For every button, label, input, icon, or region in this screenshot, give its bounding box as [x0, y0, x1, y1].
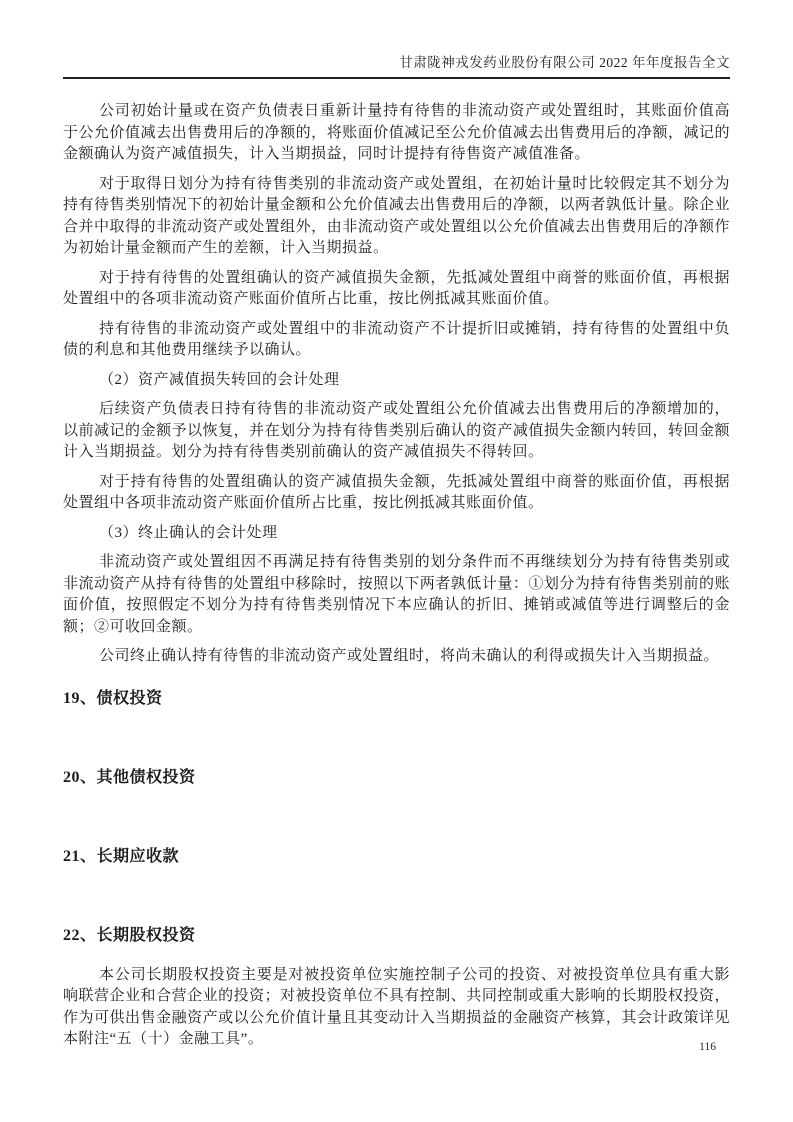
paragraph-reversal-accounting: 后续资产负债表日持有待售的非流动资产或处置组公允价值减去出售费用后的净额增加的，以前减记的金额予以恢复，并在划分为持有待售类别后确认的资产减值损失金额内转回，转回金额计入当期损益。划分为持有待售类别前确认的资产减值损失不得转回。: [63, 401, 730, 460]
section-heading-21-long-term-receivables: 21、长期应收款: [63, 847, 180, 865]
page-footer: [63, 1040, 716, 1054]
paragraph-acquisition-date-classification: 对于取得日划分为持有待售类别的非流动资产或处置组，在初始计量时比较假定其不划分为持有待售类别情况下的初始计量金额和公允价值减去出售费用后的净额，以两者孰低计量。除企业合并中取得的非流动资产或处置组外，由非流动资产或处置组以公允价值减去出售费用后的净额作为初始计量金额而产生的差额，计入当期损益。: [63, 175, 730, 256]
page-number: 116: [699, 1041, 716, 1053]
paragraph-no-depreciation: 持有待售的非流动资产或处置组中的非流动资产不计提折旧或摊销，持有待售的处置组中负债的利息和其他费用继续予以确认。: [63, 320, 730, 358]
page-header-title: 甘肃陇神戎发药业股份有限公司 2022 年年度报告全文: [399, 55, 730, 70]
paragraph-reclassification-measurement: 非流动资产或处置组因不再满足持有待售类别的划分条件而不再继续划分为持有待售类别或非流动资产从持有待售的处置组中移除时，按照以下两者孰低计量：①划分为持有待售类别前的账面价值，按照假定不划分为持有待售类别情况下本应确认的折旧、摊销或减值等进行调整后的金额；②可收回金额。: [63, 554, 730, 635]
paragraph-impairment-allocation: 对于持有待售的处置组确认的资产减值损失金额，先抵减处置组中商誉的账面价值，再根据处置组中的各项非流动资产账面价值所占比重，按比例抵减其账面价值。: [63, 269, 730, 307]
paragraph-derecognition-gains-losses: 公司终止确认持有待售的非流动资产或处置组时，将尚未确认的利得或损失计入当期损益。: [99, 648, 720, 664]
section-heading-19-debt-investments: 19、债权投资: [63, 689, 163, 707]
page-content: [63, 101, 730, 1051]
section-heading-20-other-debt-investments: 20、其他债权投资: [63, 768, 196, 786]
paragraph-long-term-equity-policy: 本公司长期股权投资主要是对被投资单位实施控制子公司的投资、对被投资单位具有重大影响联营企业和合营企业的投资；对被投资单位不具有控制、共同控制或重大影响的长期股权投资，作为可供出售金融资产或以公允价值计量且其变动计入当期损益的金融资产核算，其会计政策详见本附注“五（十）金融工具”。: [63, 966, 730, 1047]
paragraph-held-for-sale-measurement: 公司初始计量或在资产负债表日重新计量持有待售的非流动资产或处置组时，其账面价值高于公允价值减去出售费用后的净额的，将账面价值减记至公允价值减去出售费用后的净额，减记的金额确认为资产减值损失，计入当期损益，同时计提持有待售资产减值准备。: [63, 103, 730, 162]
page-header: [63, 54, 730, 79]
subsection-heading-impairment-reversal: （2）资产减值损失转回的会计处理: [99, 371, 340, 388]
section-heading-22-long-term-equity-investments: 22、长期股权投资: [63, 926, 196, 944]
paragraph-impairment-allocation-2: 对于持有待售的处置组确认的资产减值损失金额，先抵减处置组中商誉的账面价值，再根据处置组中各项非流动资产账面价值所占比重，按比例抵减其账面价值。: [63, 473, 730, 511]
subsection-heading-derecognition: （3）终止确认的会计处理: [99, 524, 278, 541]
